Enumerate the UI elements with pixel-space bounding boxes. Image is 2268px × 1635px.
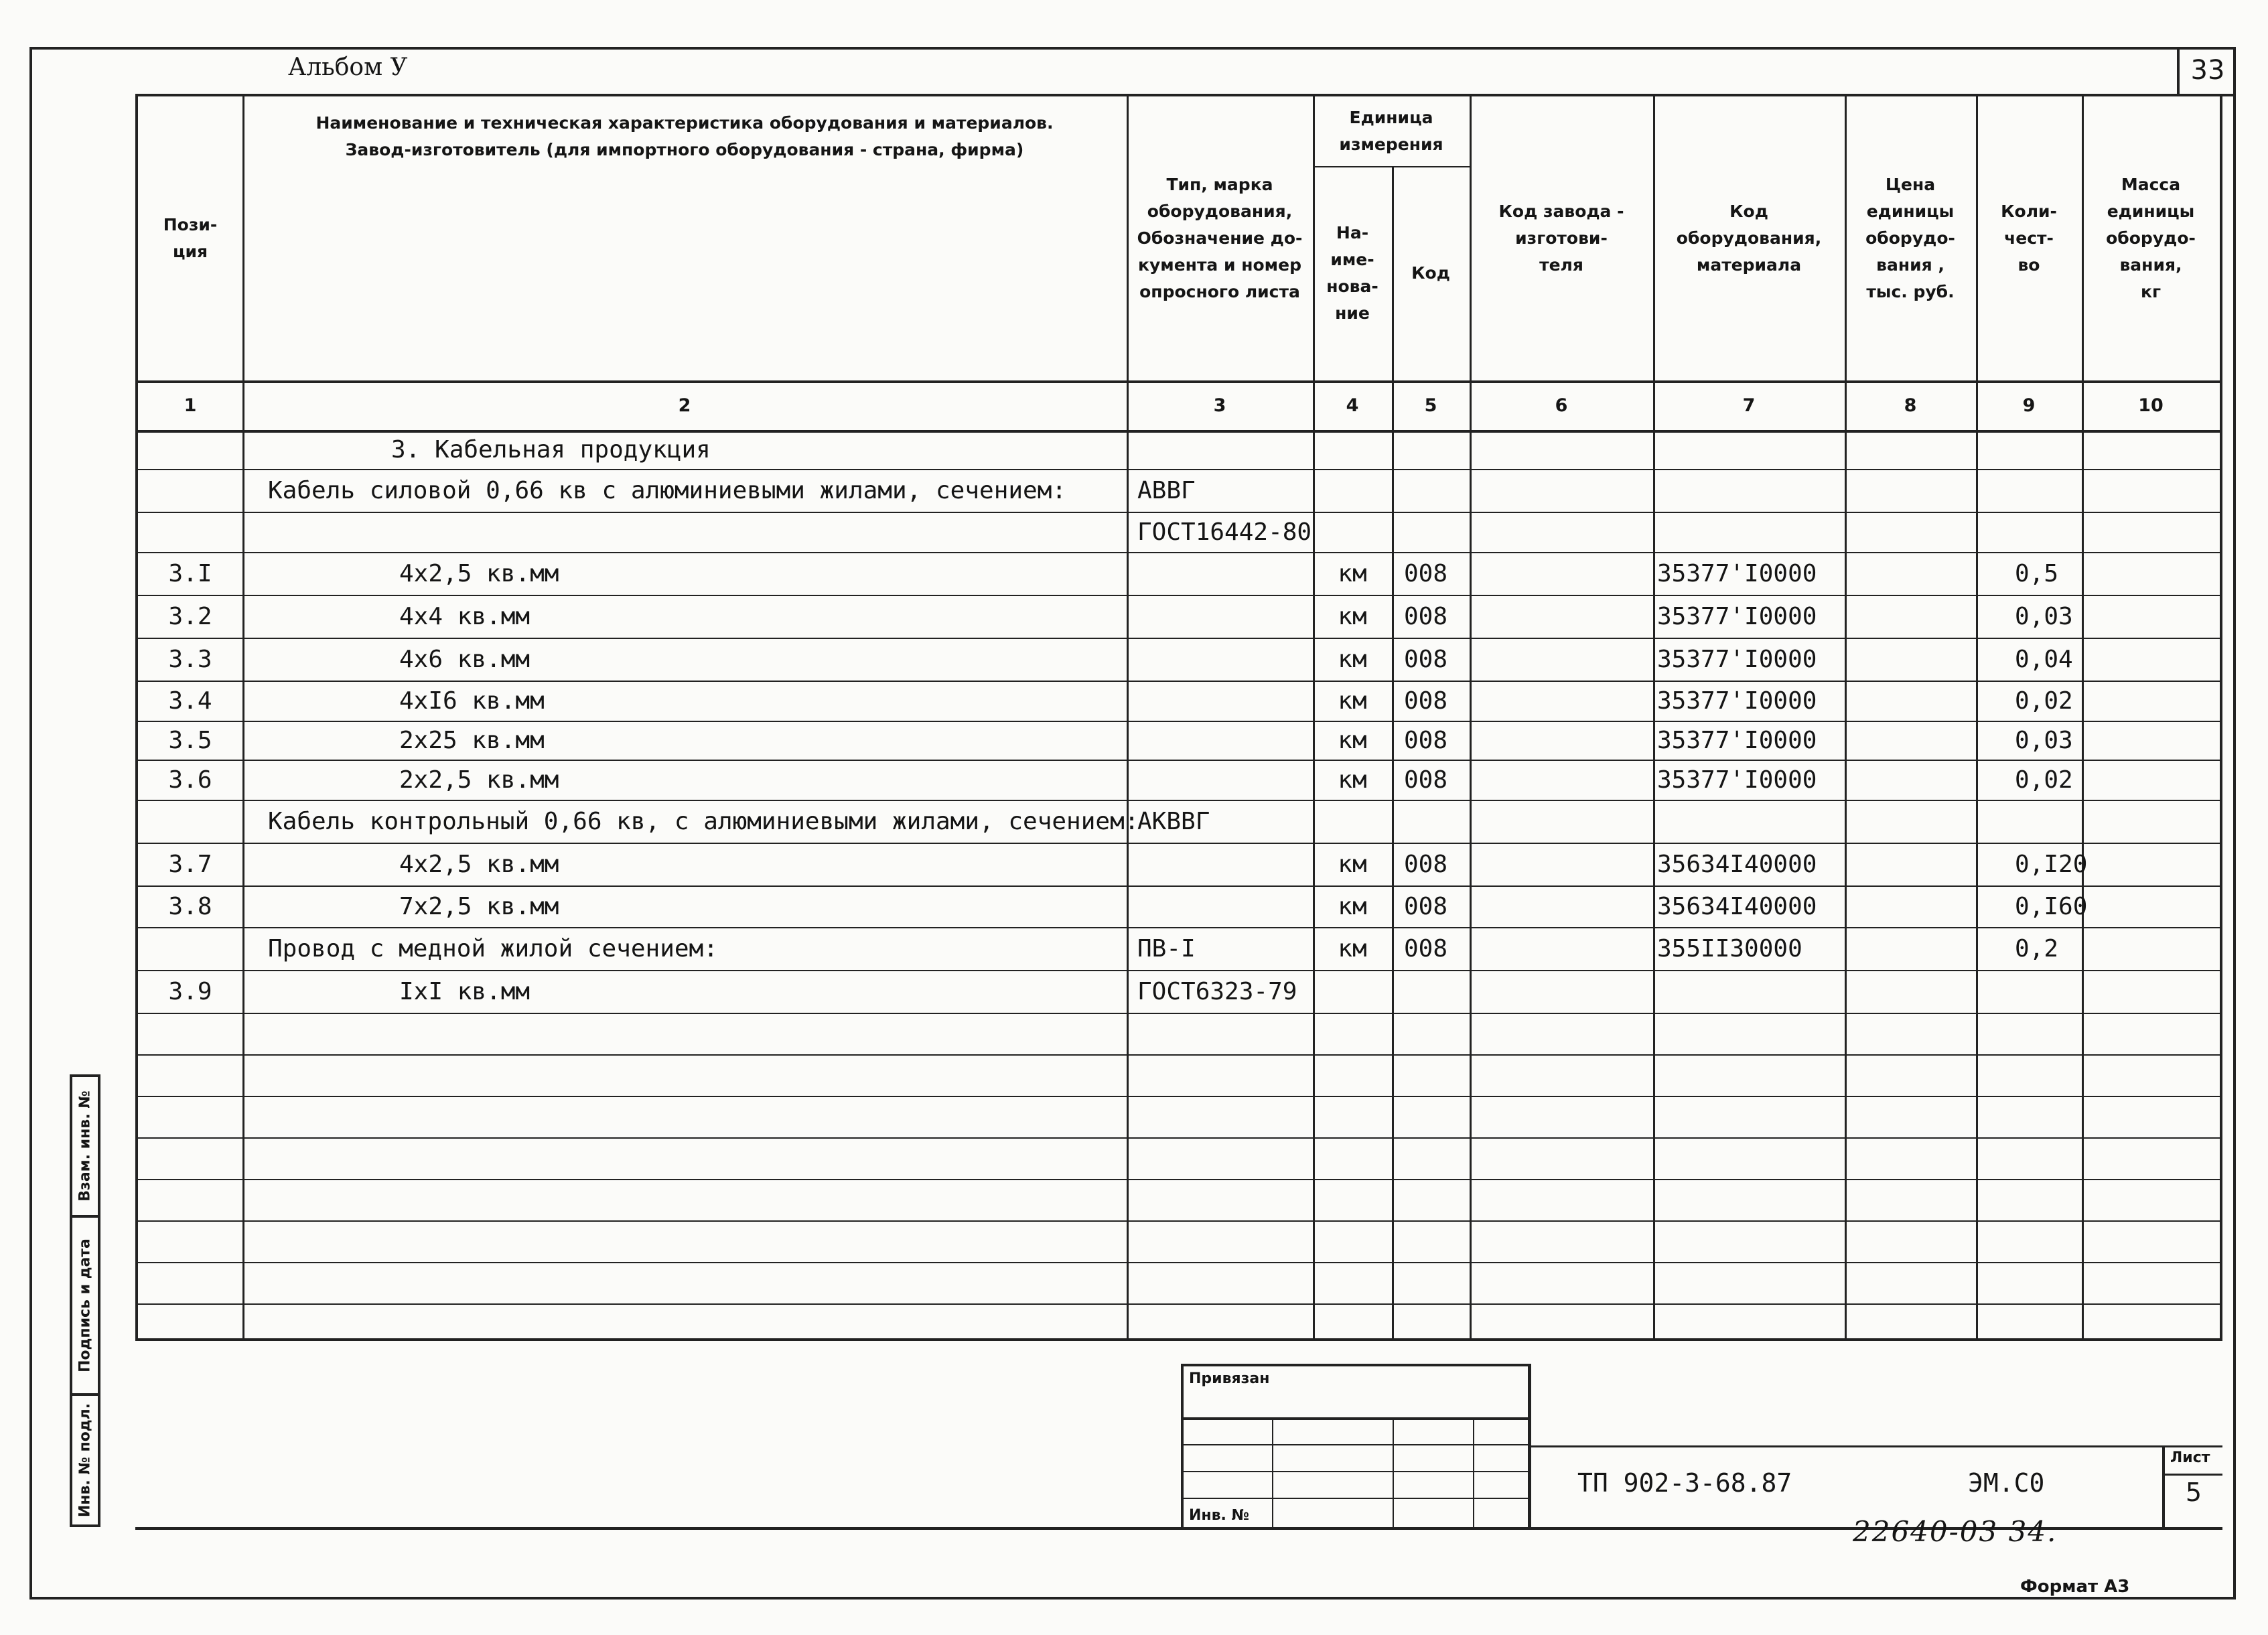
column-rule: [1845, 96, 1847, 1338]
row-name: 2х25 кв.мм: [399, 726, 545, 754]
column-rule: [1127, 96, 1129, 1338]
column-rule: [2082, 96, 2084, 1338]
sheet-rule: [2165, 1474, 2222, 1476]
header-unit-code: Код: [1411, 263, 1450, 283]
row-name: 3. Кабельная продукция: [391, 435, 711, 464]
row-equipment-code: 35377'I0000: [1657, 559, 1817, 587]
row-rule: [138, 1179, 2220, 1180]
row-position: [138, 430, 242, 469]
column-rule: [1470, 96, 1472, 1338]
title-block-rule: [1529, 1364, 1531, 1530]
sheet-number: 5: [2185, 1478, 2202, 1507]
row-rule: [138, 1220, 2220, 1222]
row-unit: км: [1338, 726, 1367, 754]
header-unit-group: Единица измерения: [1339, 108, 1443, 154]
row-unit-code: 008: [1404, 934, 1448, 963]
side-stamp-podpis: [70, 1215, 100, 1396]
header-mass: Масса единицы оборудо- вания, кг: [2106, 175, 2196, 301]
handwritten-note: 22640-03 34.: [1853, 1515, 2058, 1548]
privyazan-stamp: [1181, 1364, 1531, 1530]
row-unit: [1313, 430, 1392, 469]
row-rule: [138, 1013, 2220, 1014]
header-rule: [138, 380, 2220, 383]
sheet-box: [2162, 1447, 2222, 1530]
row-position: 3.9: [168, 977, 212, 1005]
row-name: Кабель силовой 0,66 кв с алюминиевыми жилами, сечением:: [268, 476, 1067, 504]
row-unit-code: 008: [1404, 645, 1448, 673]
row-position: [138, 512, 242, 552]
row-quantity: 0,I60: [2015, 892, 2088, 920]
row-unit: км: [1338, 687, 1367, 715]
header-unit-name: На- име- нова- ние: [1326, 223, 1378, 323]
sheet-label: Лист: [2170, 1449, 2210, 1466]
row-unit: [1313, 512, 1392, 552]
column-number: 1: [184, 395, 197, 416]
stamp-rule: [1272, 1417, 1273, 1527]
row-equipment-code: 35377'I0000: [1657, 602, 1817, 630]
stamp-rule: [1473, 1417, 1474, 1527]
row-type: ГОСТ6323-79: [1137, 977, 1297, 1005]
row-unit-code: 008: [1404, 850, 1448, 878]
row-equipment-code: 355II30000: [1657, 934, 1802, 963]
row-name: Провод с медной жилой сечением:: [268, 934, 718, 963]
row-quantity: 0,I20: [2015, 850, 2088, 878]
row-quantity: 0,04: [2015, 645, 2073, 673]
row-position: 3.5: [168, 726, 212, 754]
column-rule: [1653, 96, 1655, 1338]
stamp-rule: [1184, 1471, 1528, 1472]
row-name: 4х4 кв.мм: [399, 602, 530, 630]
inv-no-label: Инв. №: [1189, 1507, 1250, 1524]
row-position: 3.8: [168, 892, 212, 920]
row-rule: [138, 1262, 2220, 1263]
header-position: Пози- ция: [163, 215, 218, 261]
row-equipment-code: 35377'I0000: [1657, 726, 1817, 754]
row-unit: км: [1338, 934, 1367, 963]
row-unit: км: [1338, 850, 1367, 878]
header-quantity: Коли- чест- во: [2001, 202, 2057, 275]
stamp-rule: [1184, 1498, 1528, 1499]
row-name: IхI кв.мм: [399, 977, 530, 1005]
stamp-rule: [1393, 1417, 1394, 1527]
row-position: 3.4: [168, 687, 212, 715]
project-code: ТП 902-3-68.87: [1577, 1468, 1792, 1498]
title-block-rule: [1529, 1445, 2222, 1447]
row-rule: [138, 1303, 2220, 1305]
side-stamp-vzam: [70, 1074, 100, 1218]
row-position: [138, 469, 242, 512]
row-quantity: 0,03: [2015, 602, 2073, 630]
row-position: [138, 800, 242, 843]
row-name: 4хI6 кв.мм: [399, 687, 545, 715]
row-quantity: 0,02: [2015, 766, 2073, 794]
format-label: Формат А3: [2020, 1577, 2130, 1597]
row-unit-code: 008: [1404, 726, 1448, 754]
column-number: 2: [678, 395, 691, 416]
row-type: АВВГ: [1137, 476, 1196, 504]
row-name: 4х6 кв.мм: [399, 645, 530, 673]
row-position: [138, 927, 242, 970]
row-unit: [1313, 469, 1392, 512]
row-unit: км: [1338, 645, 1367, 673]
row-quantity: 0,02: [2015, 687, 2073, 715]
stamp-rule: [1184, 1444, 1528, 1445]
row-position: 3.6: [168, 766, 212, 794]
row-name: 4х2,5 кв.мм: [399, 850, 559, 878]
column-rule: [1976, 96, 1978, 1338]
row-quantity: 0,2: [2015, 934, 2059, 963]
column-number: 7: [1742, 395, 1756, 416]
row-unit: км: [1338, 892, 1367, 920]
document-code: ЭМ.С0: [1968, 1468, 2045, 1498]
row-quantity: 0,03: [2015, 726, 2073, 754]
row-unit: км: [1338, 602, 1367, 630]
specification-table: [135, 94, 2222, 1341]
row-unit: [1313, 970, 1392, 1013]
column-number: 4: [1346, 395, 1359, 416]
header-equipment-code: Код оборудования, материала: [1676, 202, 1822, 275]
stamp-rule: [1184, 1417, 1528, 1420]
row-name: 7х2,5 кв.мм: [399, 892, 559, 920]
row-unit: км: [1338, 559, 1367, 587]
row-name: Кабель контрольный 0,66 кв, с алюминиевыми жилами, сечением:: [268, 807, 1139, 835]
row-position: 3.3: [168, 645, 212, 673]
column-number: 5: [1424, 395, 1437, 416]
row-equipment-code: 35377'I0000: [1657, 645, 1817, 673]
row-unit-code: 008: [1404, 602, 1448, 630]
row-equipment-code: 35634I40000: [1657, 850, 1817, 878]
side-stamp-inv: [70, 1393, 100, 1527]
privyazan-label: Привязан: [1189, 1370, 1270, 1387]
header-type: Тип, марка оборудования, Обозначение до- кумента и номер опросного листа: [1137, 175, 1303, 301]
column-rule: [1392, 166, 1394, 1338]
row-type: АКВВГ: [1137, 807, 1210, 835]
column-number: 3: [1213, 395, 1226, 416]
side-stamp-label: Инв. № подл.: [76, 1403, 94, 1518]
row-unit-code: 008: [1404, 892, 1448, 920]
row-position: 3.I: [168, 559, 212, 587]
sheet-corner-number: 33: [2177, 47, 2236, 96]
row-unit: [1313, 800, 1392, 843]
row-equipment-code: 35377'I0000: [1657, 687, 1817, 715]
row-name: 4х2,5 кв.мм: [399, 559, 559, 587]
unit-group-rule: [1313, 166, 1470, 167]
row-position: 3.2: [168, 602, 212, 630]
side-stamp-label: Подпись и дата: [76, 1238, 94, 1372]
album-title: Альбом У: [288, 54, 408, 81]
row-type: ГОСТ16442-80: [1137, 518, 1312, 546]
row-unit-code: 008: [1404, 766, 1448, 794]
column-number: 10: [2138, 395, 2164, 416]
row-name: 2х2,5 кв.мм: [399, 766, 559, 794]
column-rule: [242, 96, 244, 1338]
side-stamp-label: Взам. инв. №: [76, 1090, 94, 1202]
column-number: 9: [2022, 395, 2036, 416]
row-quantity: 0,5: [2015, 559, 2059, 587]
row-rule: [138, 1054, 2220, 1056]
header-factory-code: Код завода - изготови- теля: [1498, 202, 1624, 275]
row-type: ПВ-I: [1137, 934, 1196, 963]
row-rule: [138, 1096, 2220, 1097]
row-unit-code: 008: [1404, 687, 1448, 715]
column-number: 6: [1555, 395, 1568, 416]
column-number: 8: [1904, 395, 1917, 416]
row-equipment-code: 35634I40000: [1657, 892, 1817, 920]
row-equipment-code: 35377'I0000: [1657, 766, 1817, 794]
row-unit: км: [1338, 766, 1367, 794]
row-position: 3.7: [168, 850, 212, 878]
row-rule: [138, 1137, 2220, 1139]
header-name: Наименование и техническая характеристика оборудования и материалов. Завод-изготовитель (для импортного оборудования - страна, фирма): [315, 113, 1054, 159]
header-price: Цена единицы оборудо- вания , тыс. руб.: [1865, 175, 1955, 301]
row-unit-code: 008: [1404, 559, 1448, 587]
